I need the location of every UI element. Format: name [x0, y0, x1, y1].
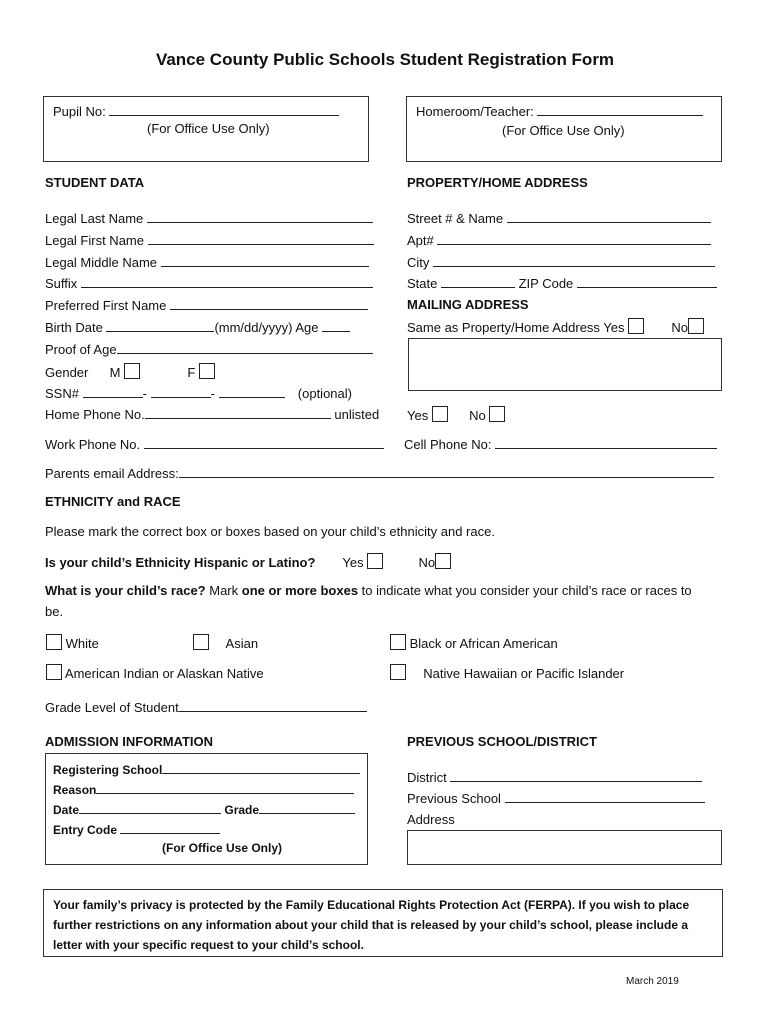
pupil-no-label: Pupil No:: [53, 104, 106, 119]
hispanic-yes-label: Yes: [342, 555, 364, 570]
unlisted-no-checkbox[interactable]: [489, 406, 505, 422]
hispanic-row: [45, 553, 451, 570]
ssn-field-3[interactable]: [219, 385, 285, 398]
same-as-label: Same as Property/Home Address Yes: [407, 320, 625, 335]
age-label: Age: [295, 320, 319, 335]
parents-email-row: [45, 465, 714, 481]
entry-code-field[interactable]: [120, 821, 220, 834]
birth-date-label: Birth Date: [45, 320, 103, 335]
gender-row: [45, 363, 215, 380]
form-title: Vance County Public Schools Student Registration Form: [155, 50, 615, 69]
pupil-no-row: [53, 103, 339, 119]
race-asian-label: Asian: [225, 636, 259, 651]
race-question: [45, 583, 692, 598]
hispanic-no-checkbox[interactable]: [435, 553, 451, 569]
ssn-dash-1: -: [142, 386, 147, 401]
reason-row: [53, 781, 354, 797]
state-field[interactable]: [441, 275, 515, 288]
same-as-no-label: No: [671, 320, 689, 335]
street-field[interactable]: [507, 210, 711, 223]
parents-email-label: Parents email Address:: [45, 466, 179, 481]
legal-middle-row: [45, 254, 369, 270]
registering-school-row: [53, 761, 360, 777]
legal-first-row: [45, 232, 374, 248]
street-label: Street # & Name: [407, 211, 504, 226]
city-field[interactable]: [433, 254, 715, 267]
admission-office-note: (For Office Use Only): [162, 841, 283, 855]
ssn-optional: (optional): [297, 386, 352, 401]
apt-label: Apt#: [407, 233, 434, 248]
ssn-field-2[interactable]: [151, 385, 211, 398]
homeroom-office-note: (For Office Use Only): [502, 123, 625, 138]
homeroom-label: Homeroom/Teacher:: [416, 104, 534, 119]
state-zip-row: [407, 275, 717, 291]
race-question-rest: to indicate what you consider your child’s race or races to: [358, 583, 692, 598]
suffix-row: [45, 275, 373, 291]
proof-age-row: [45, 341, 373, 357]
race-question-lead: What is your child’s race?: [45, 583, 206, 598]
zip-label: ZIP Code: [518, 276, 574, 291]
reason-label: Reason: [53, 783, 97, 797]
registering-school-field[interactable]: [162, 761, 360, 774]
work-phone-label: Work Phone No.: [45, 437, 141, 452]
hispanic-yes-checkbox[interactable]: [367, 553, 383, 569]
home-phone-row: [45, 406, 379, 422]
parents-email-field[interactable]: [179, 465, 714, 478]
mailing-address-box[interactable]: [408, 338, 722, 391]
race-white-label: White: [65, 636, 99, 651]
same-as-row: [407, 318, 704, 335]
race-black-label: Black or African American: [409, 636, 558, 651]
footer-date: March 2019: [626, 976, 679, 987]
district-row: [407, 769, 702, 785]
same-as-yes-checkbox[interactable]: [628, 318, 644, 334]
previous-heading: PREVIOUS SCHOOL/DISTRICT: [407, 734, 597, 749]
admission-date-field[interactable]: [79, 801, 221, 814]
suffix-label: Suffix: [45, 276, 78, 291]
race-asian-option: [193, 634, 258, 651]
race-black-option: [390, 634, 558, 651]
gender-male-checkbox[interactable]: [124, 363, 140, 379]
race-question-mark: Mark: [205, 583, 242, 598]
legal-middle-label: Legal Middle Name: [45, 255, 158, 270]
race-american-indian-label: American Indian or Alaskan Native: [64, 666, 264, 681]
admission-grade-label: Grade: [224, 803, 260, 817]
previous-school-field[interactable]: [505, 790, 705, 803]
home-phone-label: Home Phone No.: [45, 407, 145, 422]
student-data-heading: STUDENT DATA: [45, 175, 145, 190]
preferred-first-label: Preferred First Name: [45, 298, 167, 313]
district-label: District: [407, 770, 447, 785]
preferred-first-field[interactable]: [170, 297, 368, 310]
homeroom-row: [416, 103, 703, 119]
previous-address-label: Address: [407, 812, 455, 827]
legal-last-field[interactable]: [147, 210, 373, 223]
gender-male-label: M: [109, 365, 121, 380]
work-phone-field[interactable]: [144, 436, 384, 449]
reason-field[interactable]: [96, 781, 354, 794]
pupil-office-note: (For Office Use Only): [147, 121, 270, 136]
address-heading: PROPERTY/HOME ADDRESS: [407, 175, 588, 190]
ssn-field-1[interactable]: [83, 385, 143, 398]
cell-phone-label: Cell Phone No:: [404, 437, 492, 452]
race-hawaiian-checkbox[interactable]: [390, 664, 406, 680]
admission-heading: ADMISSION INFORMATION: [45, 734, 214, 749]
ssn-label: SSN#: [45, 386, 79, 401]
race-hawaiian-label: Native Hawaiian or Pacific Islander: [423, 666, 625, 681]
city-row: [407, 254, 715, 270]
homeroom-field[interactable]: [537, 103, 703, 116]
race-question-end: be.: [45, 604, 64, 619]
cell-phone-field[interactable]: [495, 436, 717, 449]
admission-grade-field[interactable]: [259, 801, 355, 814]
grade-level-row: [45, 699, 367, 715]
gender-female-label: F: [187, 365, 196, 380]
zip-field[interactable]: [577, 275, 717, 288]
legal-first-label: Legal First Name: [45, 233, 144, 248]
proof-age-label: Proof of Age: [45, 342, 117, 357]
entry-code-row: [53, 821, 220, 837]
race-black-checkbox[interactable]: [390, 634, 406, 650]
previous-school-label: Previous School: [407, 791, 501, 806]
legal-last-label: Legal Last Name: [45, 211, 144, 226]
preferred-first-row: [45, 297, 368, 313]
gender-label: Gender: [45, 365, 89, 380]
race-white-option: [46, 634, 99, 651]
race-american-indian-checkbox[interactable]: [46, 664, 62, 680]
legal-first-field[interactable]: [148, 232, 374, 245]
privacy-notice: Your family’s privacy is protected by the Family Educational Rights Protection Act (FERPA). If you wish to place further restrictions on any information about your child that is released by your child’s school, please include a letter with your specific request to your child’s school.: [53, 898, 690, 952]
entry-code-label: Entry Code: [53, 823, 118, 837]
suffix-field[interactable]: [81, 275, 373, 288]
legal-middle-field[interactable]: [161, 254, 369, 267]
date-format-hint: (mm/dd/yyyy): [214, 320, 293, 335]
registering-school-label: Registering School: [53, 763, 163, 777]
previous-school-row: [407, 790, 705, 806]
legal-last-row: [45, 210, 373, 226]
district-field[interactable]: [450, 769, 702, 782]
grade-level-field[interactable]: [179, 699, 367, 712]
unlisted-options: [407, 406, 505, 423]
apt-field[interactable]: [437, 232, 711, 245]
grade-level-label: Grade Level of Student: [45, 700, 179, 715]
ethnicity-heading: ETHNICITY and RACE: [45, 494, 181, 509]
race-asian-checkbox[interactable]: [193, 634, 209, 650]
ethnicity-instruction: Please mark the correct box or boxes based on your child’s ethnicity and race.: [45, 524, 495, 539]
ssn-row: [45, 385, 352, 401]
birth-date-field[interactable]: [106, 319, 214, 332]
same-as-no-checkbox[interactable]: [688, 318, 704, 334]
street-row: [407, 210, 711, 226]
unlisted-yes-checkbox[interactable]: [432, 406, 448, 422]
unlisted-yes-label: Yes: [407, 408, 429, 423]
admission-date-label: Date: [53, 803, 80, 817]
birth-date-row: [45, 319, 350, 335]
proof-age-field[interactable]: [117, 341, 373, 354]
race-white-checkbox[interactable]: [46, 634, 62, 650]
unlisted-label: unlisted: [334, 407, 380, 422]
home-phone-field[interactable]: [145, 406, 331, 419]
previous-address-box[interactable]: [407, 830, 722, 865]
gender-female-checkbox[interactable]: [199, 363, 215, 379]
mailing-heading: MAILING ADDRESS: [407, 297, 529, 312]
race-question-emph: one or more boxes: [241, 583, 359, 598]
date-grade-row: [53, 801, 355, 817]
city-label: City: [407, 255, 430, 270]
hispanic-no-label: No: [418, 555, 436, 570]
race-hawaiian-option: [390, 664, 624, 681]
apt-row: [407, 232, 711, 248]
pupil-no-field[interactable]: [109, 103, 339, 116]
unlisted-no-label: No: [469, 408, 486, 423]
hispanic-question: Is your child’s Ethnicity Hispanic or Latino?: [45, 555, 316, 570]
ssn-dash-2: -: [210, 386, 215, 401]
cell-phone-row: [404, 436, 717, 452]
state-label: State: [407, 276, 438, 291]
race-american-indian-option: [46, 664, 264, 681]
work-phone-row: [45, 436, 384, 452]
age-field[interactable]: [322, 319, 350, 332]
